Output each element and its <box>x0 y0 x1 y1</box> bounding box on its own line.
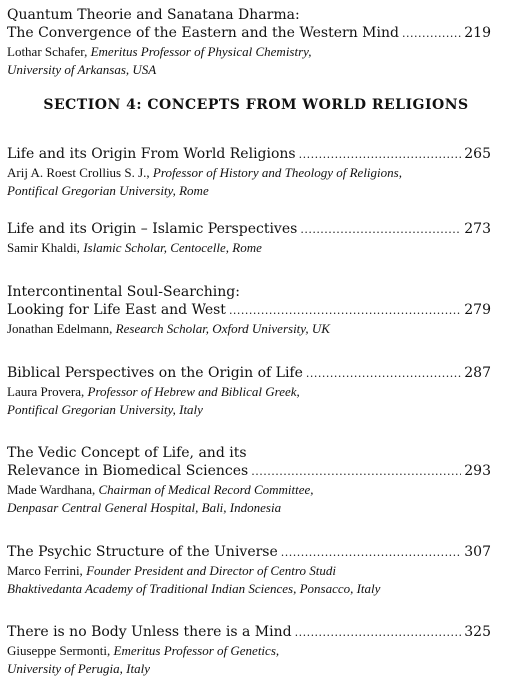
author-name: Jonathan Edelmann, <box>7 321 113 336</box>
page-number: 219 <box>464 25 491 41</box>
entry-title: Relevance in Biomedical Sciences <box>7 463 249 479</box>
entry-title: Life and its Origin From World Religions <box>7 146 296 162</box>
author-name: Arij A. Roest Crollius S. J., <box>7 165 150 180</box>
dot-leader <box>306 365 461 383</box>
entry-title-line <box>7 623 491 642</box>
entry-affiliation-line <box>7 61 491 79</box>
dot-leader <box>299 146 462 164</box>
page-number: 307 <box>464 544 491 560</box>
entry-title: Intercontinental Soul-Searching: <box>7 284 240 300</box>
toc-entry-biblical-perspectives <box>7 364 491 419</box>
author-affiliation: Denpasar Central General Hospital, Bali, Indonesia <box>7 500 282 515</box>
author-affiliation: Pontifical Gregorian University, Rome <box>7 183 209 198</box>
author-affiliation: Chairman of Medical Record Committee, <box>98 482 314 497</box>
section-heading: SECTION 4: CONCEPTS FROM WORLD RELIGIONS <box>43 97 469 113</box>
author-affiliation: Professor of Hebrew and Biblical Greek, <box>87 384 300 399</box>
author-name: Samir Khaldi, <box>7 240 80 255</box>
toc-entry-psychic-structure <box>7 543 491 598</box>
entry-affiliation-line <box>7 499 491 517</box>
entry-title: Quantum Theorie and Sanatana Dharma: <box>7 7 300 23</box>
entry-title-line <box>7 220 491 239</box>
author-affiliation: Pontifical Gregorian University, Italy <box>7 402 203 417</box>
entry-title: The Psychic Structure of the Universe <box>7 544 278 560</box>
entry-author <box>7 43 491 61</box>
author-name: Marco Ferrini, <box>7 563 83 578</box>
entry-title: The Vedic Concept of Life, and its <box>7 445 247 461</box>
entry-title-line <box>7 283 491 301</box>
toc-entry-world-religions <box>7 145 491 200</box>
page-number: 325 <box>464 624 491 640</box>
entry-affiliation-line <box>7 401 491 419</box>
entry-author <box>7 481 491 499</box>
entry-author <box>7 562 491 580</box>
toc-entry-body-mind <box>7 623 491 678</box>
entry-author <box>7 320 491 338</box>
entry-title-line <box>7 24 491 43</box>
entry-affiliation-line <box>7 580 491 598</box>
author-affiliation: University of Perugia, Italy <box>7 661 150 676</box>
entry-title-line <box>7 444 491 462</box>
entry-author <box>7 239 491 257</box>
entry-title: Looking for Life East and West <box>7 302 226 318</box>
author-affiliation: University of Arkansas, USA <box>7 62 157 77</box>
author-affiliation: Founder President and Director of Centro Studi <box>86 563 336 578</box>
entry-author <box>7 383 491 401</box>
entry-title-line <box>7 543 491 562</box>
entry-title-line <box>7 6 491 24</box>
entry-title: The Convergence of the Eastern and the Western Mind <box>7 25 399 41</box>
author-name: Made Wardhana, <box>7 482 96 497</box>
author-affiliation: Emeritus Professor of Physical Chemistry, <box>90 44 312 59</box>
dot-leader <box>402 25 461 43</box>
toc-entry-soul-searching <box>7 283 491 338</box>
page-number: 265 <box>464 146 491 162</box>
toc-entry-islamic-perspectives <box>7 220 491 257</box>
entry-author <box>7 164 491 182</box>
dot-leader <box>295 624 462 642</box>
entry-title-line <box>7 462 491 481</box>
dot-leader <box>281 544 461 562</box>
author-affiliation: Research Scholar, Oxford University, UK <box>115 321 330 336</box>
entry-title-line <box>7 145 491 164</box>
entry-affiliation-line <box>7 660 491 678</box>
author-affiliation: Bhaktivedanta Academy of Traditional Indian Sciences, Ponsacco, Italy <box>7 581 381 596</box>
author-affiliation: Professor of History and Theology of Religions, <box>152 165 402 180</box>
entry-title: There is no Body Unless there is a Mind <box>7 624 292 640</box>
dot-leader <box>251 463 461 481</box>
page-number: 273 <box>464 221 491 237</box>
author-affiliation: Emeritus Professor of Genetics, <box>113 643 280 658</box>
dot-leader <box>229 302 461 320</box>
entry-author <box>7 642 491 660</box>
author-affiliation: Islamic Scholar, Centocelle, Rome <box>83 240 262 255</box>
entry-title: Biblical Perspectives on the Origin of Life <box>7 365 303 381</box>
author-name: Laura Provera, <box>7 384 85 399</box>
author-name: Giuseppe Sermonti, <box>7 643 111 658</box>
dot-leader <box>300 221 461 239</box>
page-number: 279 <box>464 302 491 318</box>
entry-title: Life and its Origin – Islamic Perspectives <box>7 221 298 237</box>
toc-entry-vedic-concept <box>7 444 491 517</box>
page-number: 293 <box>464 463 491 479</box>
entry-title-line <box>7 301 491 320</box>
page-number: 287 <box>464 365 491 381</box>
entry-affiliation-line <box>7 182 491 200</box>
entry-title-line <box>7 364 491 383</box>
toc-entry-quantum-theorie <box>7 6 491 79</box>
author-name: Lothar Schafer, <box>7 44 88 59</box>
